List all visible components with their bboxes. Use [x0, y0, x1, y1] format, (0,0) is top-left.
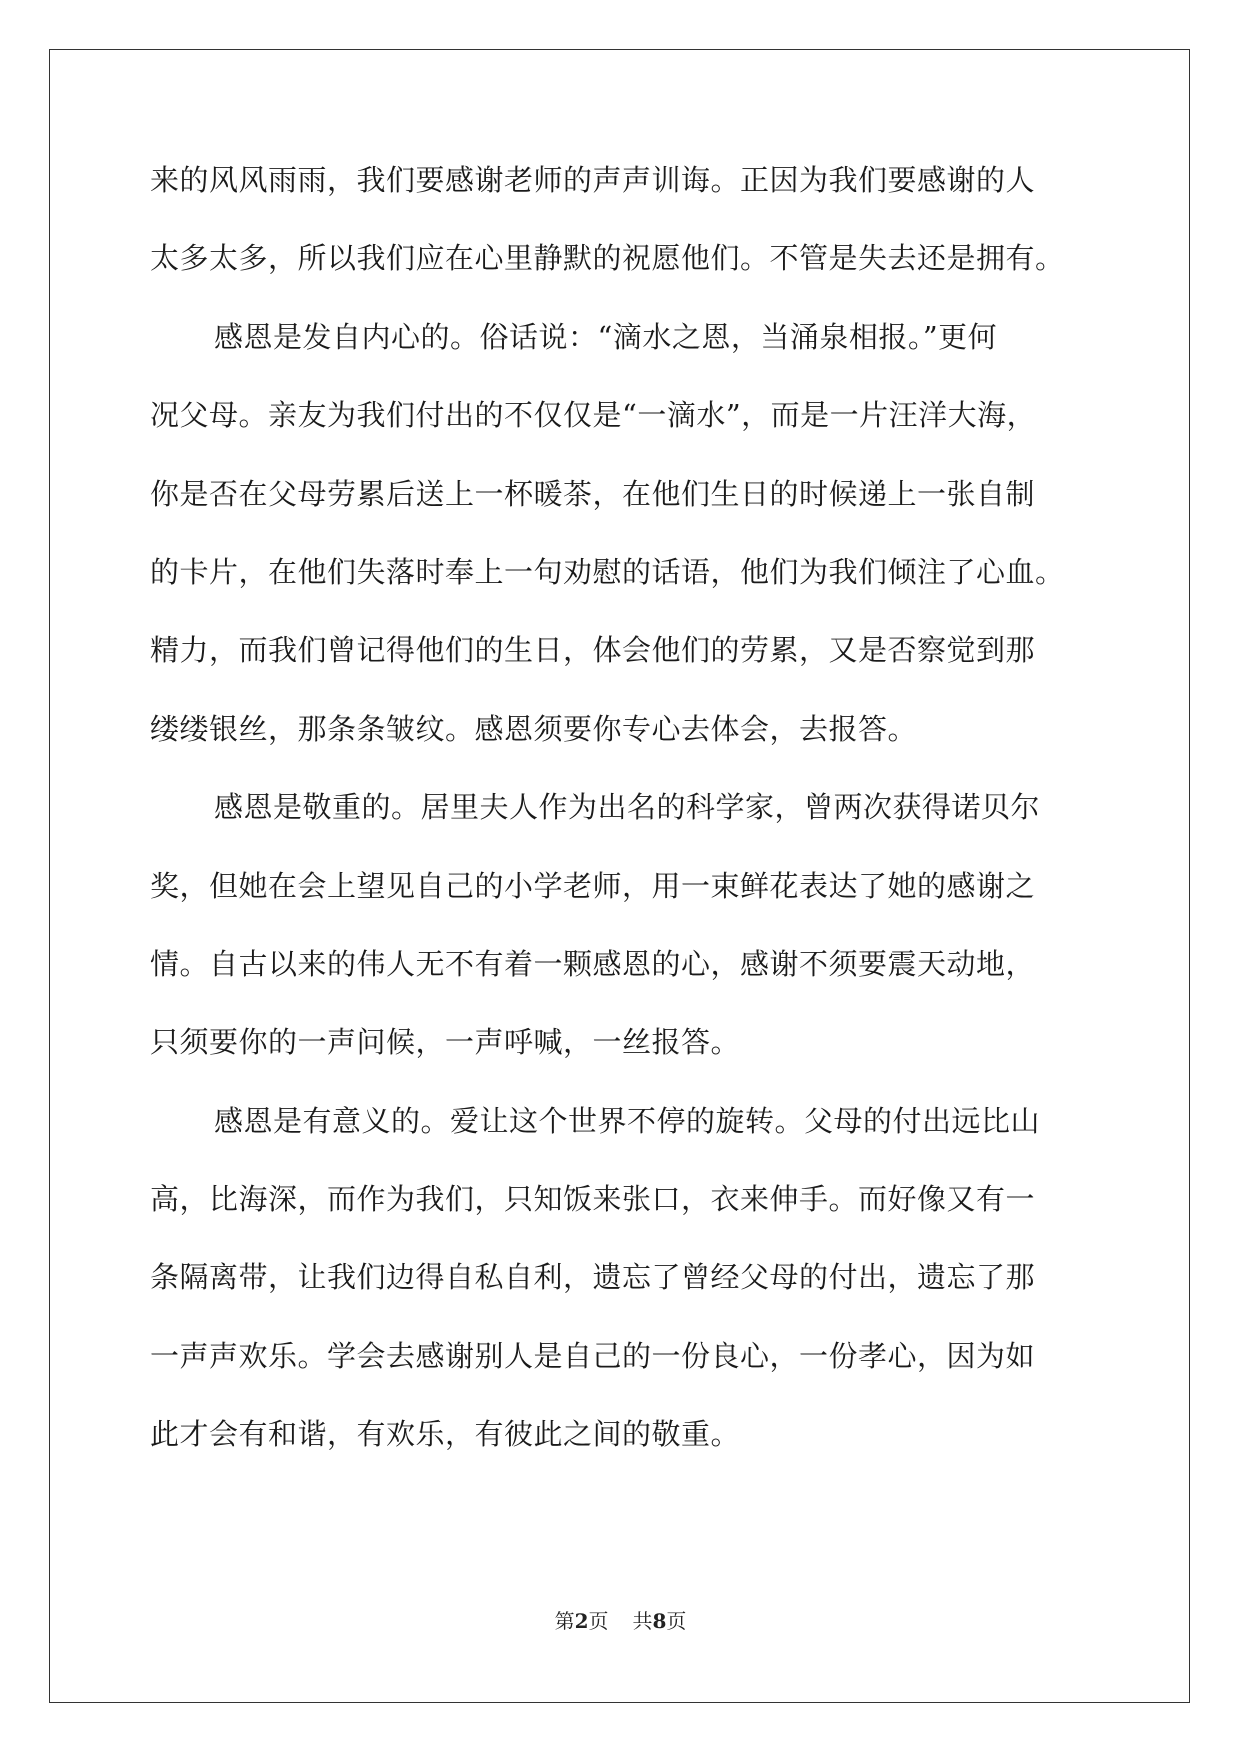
- text-line: 太多太多，所以我们应在心里静默的祝愿他们。不管是失去还是拥有。: [150, 241, 1065, 276]
- text-line: 感恩是发自内心的。俗话说：“滴水之恩，当涌泉相报。”更何: [214, 319, 998, 354]
- text-line: 奖，但她在会上望见自己的小学老师，用一束鲜花表达了她的感谢之: [150, 868, 1036, 903]
- text-line: 此才会有和谐，有欢乐，有彼此之间的敬重。: [150, 1417, 741, 1452]
- text-line: 只须要你的一声问候，一声呼喊，一丝报答。: [150, 1025, 741, 1060]
- total-pages: 8: [652, 1609, 667, 1633]
- text-line: 缕缕银丝，那条条皱纹。感恩须要你专心去体会，去报答。: [150, 711, 918, 746]
- page-footer: [0, 1609, 1241, 1633]
- page-prefix: 第: [554, 1609, 575, 1633]
- document-body: [150, 160, 1090, 1493]
- text-line: 感恩是有意义的。爱让这个世界不停的旋转。父母的付出远比山: [214, 1103, 1041, 1138]
- page-number: 2: [574, 1609, 589, 1633]
- total-prefix: 共: [632, 1609, 653, 1633]
- text-line: 情。自古以来的伟人无不有着一颗感恩的心，感谢不须要震天动地，: [150, 946, 1036, 981]
- text-line: 条隔离带，让我们边得自私自利，遗忘了曾经父母的付出，遗忘了那: [150, 1260, 1036, 1295]
- total-suffix: 页: [666, 1609, 687, 1633]
- text-line: 一声声欢乐。学会去感谢别人是自己的一份良心，一份孝心，因为如: [150, 1338, 1036, 1373]
- text-line: 况父母。亲友为我们付出的不仅仅是“一滴水”，而是一片汪洋大海，: [150, 398, 1037, 433]
- text-line: 感恩是敬重的。居里夫人作为出名的科学家，曾两次获得诺贝尔: [214, 790, 1041, 825]
- text-line: 的卡片，在他们失落时奉上一句劝慰的话语，他们为我们倾注了心血。: [150, 554, 1065, 589]
- text-line: 高，比海深，而作为我们，只知饭来张口，衣来伸手。而好像又有一: [150, 1182, 1036, 1217]
- text-line: 精力，而我们曾记得他们的生日，体会他们的劳累，又是否察觉到那: [150, 633, 1036, 668]
- text-line: 你是否在父母劳累后送上一杯暖茶，在他们生日的时候递上一张自制: [150, 476, 1036, 511]
- text-line: 来的风风雨雨，我们要感谢老师的声声训诲。正因为我们要感谢的人: [150, 163, 1036, 197]
- page-suffix: 页: [588, 1609, 609, 1633]
